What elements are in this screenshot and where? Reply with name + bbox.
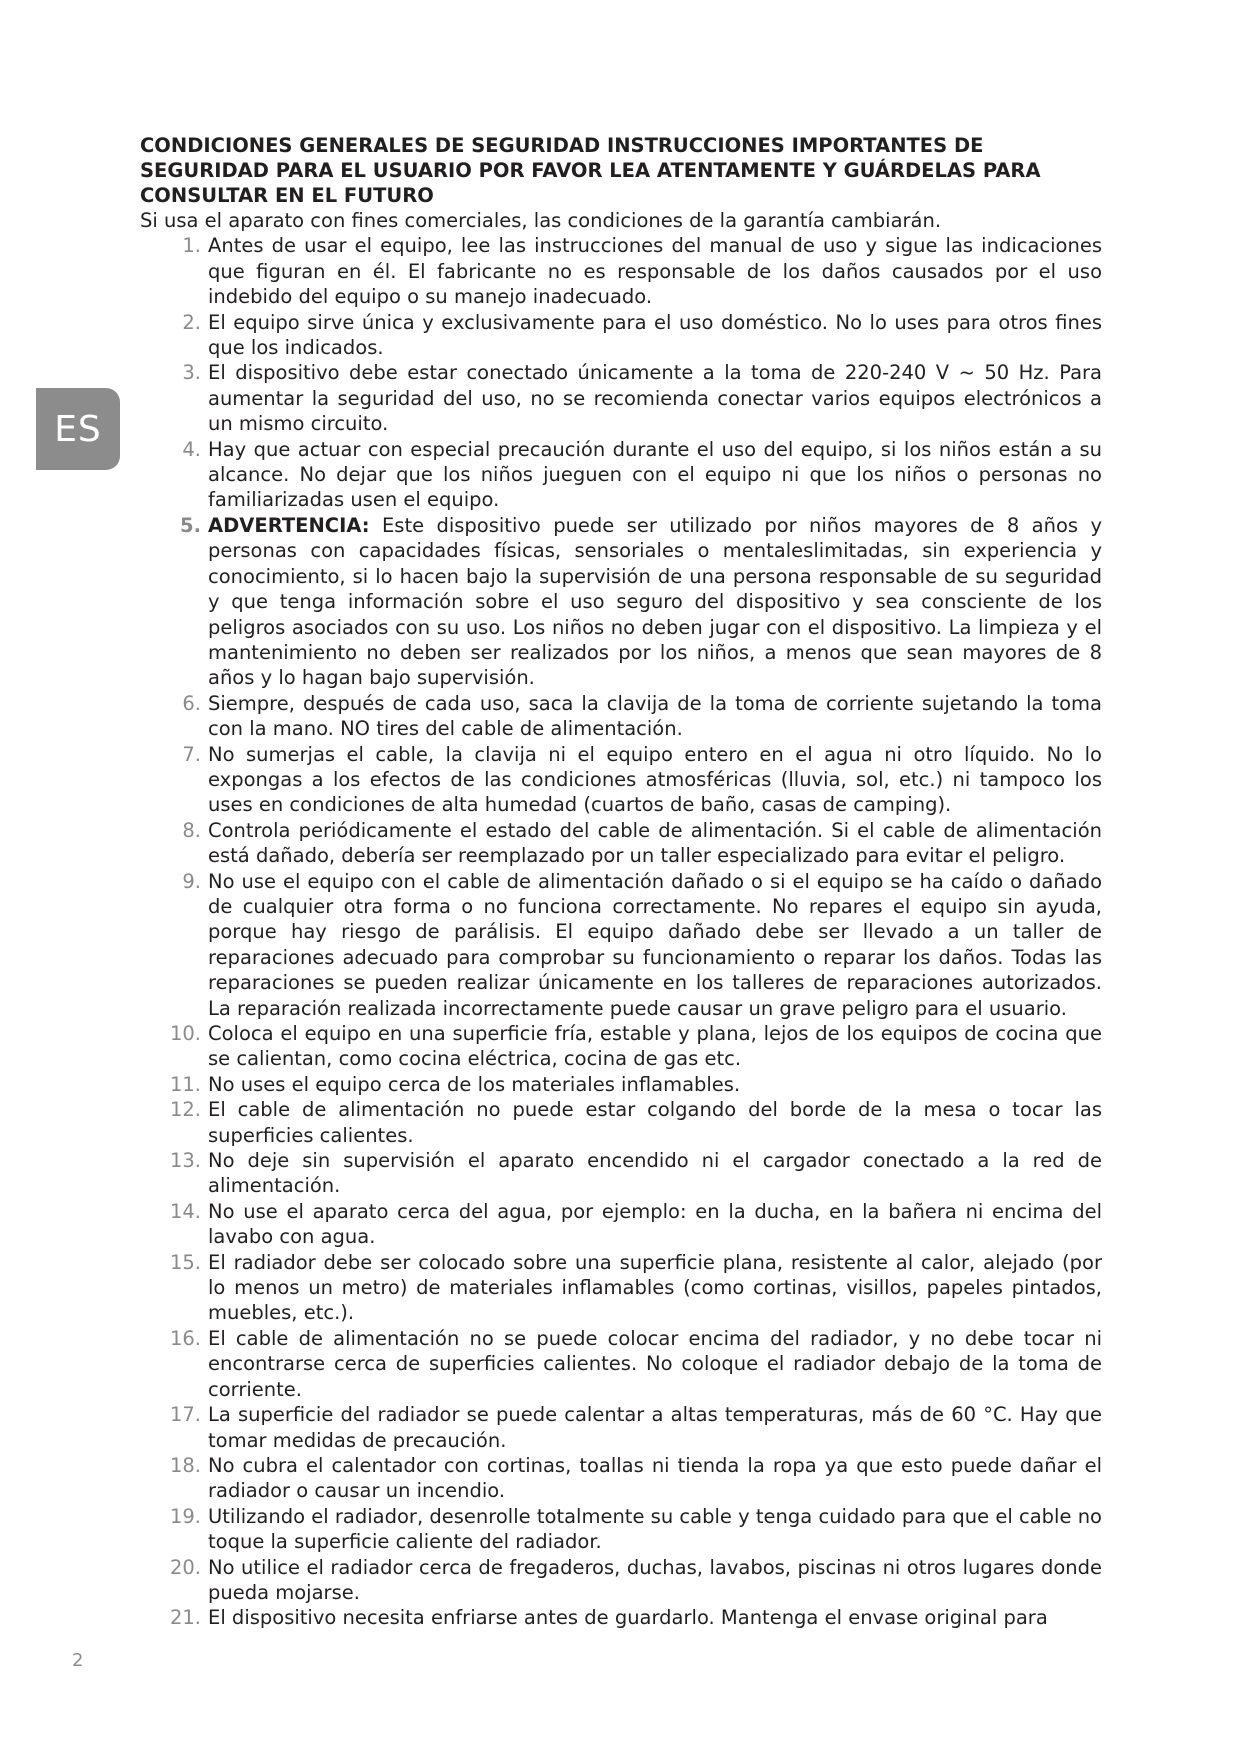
- item-text: No use el equipo con el cable de alimentación dañado o si el equipo se ha caído o dañado de cualquier otra forma o no funciona correctamente. No repares el equipo sin ayuda, porque hay riesgo de parálisis. El equipo dañado debe ser llevado a un taller de reparaciones adecuado para comprobar su funcionamiento o reparar los daños. Todas las reparaciones se pueden realizar únicamente en los talleres de reparaciones autorizados. La reparación realizada incorrectamente puede causar un grave peligro para el usuario.: [208, 869, 1102, 1020]
- item-text: Antes de usar el equipo, lee las instrucciones del manual de uso y sigue las indicaciones que figuran en él. El fabricante no es responsable de los daños causados por el uso indebido del equipo o su manejo inadecuado.: [208, 234, 1102, 309]
- list-item: [140, 1453, 1102, 1504]
- list-item: [140, 742, 1102, 818]
- language-tab: ES: [36, 388, 120, 470]
- item-text: Controla periódicamente el estado del cable de alimentación. Si el cable de alimentación está dañado, debería ser reemplazado por un taller especializado para evitar el peligro.: [208, 818, 1102, 868]
- item-text: No use el aparato cerca del agua, por ejemplo: en la ducha, en la bañera ni encima del lavabo con agua.: [208, 1199, 1102, 1249]
- item-text: El radiador debe ser colocado sobre una superficie plana, resistente al calor, alejado (por lo menos un metro) de materiales inflamables (como cortinas, visillos, papeles pintados, muebles, etc.).: [208, 1250, 1102, 1325]
- item-number: 6.: [182, 691, 201, 715]
- safety-rules-list: [140, 233, 1102, 1630]
- item-number: 3.: [182, 361, 201, 385]
- item-number: 18.: [169, 1453, 201, 1477]
- item-number: 9.: [182, 869, 201, 893]
- item-number: 14.: [169, 1199, 201, 1223]
- list-item: [140, 1605, 1102, 1630]
- item-number: 7.: [182, 742, 201, 766]
- item-number: 17.: [169, 1403, 201, 1427]
- list-item: [140, 360, 1102, 436]
- item-text: Coloca el equipo en una superficie fría, estable y plana, lejos de los equipos de cocina que se calientan, como cocina eléctrica, cocina de gas etc.: [208, 1022, 1102, 1071]
- list-item: [140, 869, 1102, 1021]
- item-number: 20.: [169, 1555, 201, 1579]
- item-number: 15.: [169, 1250, 201, 1274]
- list-item: [140, 1504, 1102, 1555]
- list-item: [140, 310, 1102, 361]
- item-number: 5.: [180, 513, 201, 537]
- item-text: No deje sin supervisión el aparato encendido ni el cargador conectado a la red de alimentación.: [208, 1149, 1102, 1198]
- item-text: Hay que actuar con especial precaución durante el uso del equipo, si los niños están a su alcance. No dejar que los niños jueguen con el equipo ni que los niños o personas no familiarizadas usen el equipo.: [208, 437, 1102, 512]
- item-text: No cubra el calentador con cortinas, toallas ni tienda la ropa ya que esto puede dañar el radiador o causar un incendio.: [208, 1453, 1102, 1503]
- item-number: 13.: [169, 1149, 201, 1173]
- item-text: El dispositivo necesita enfriarse antes de guardarlo. Mantenga el envase original para: [208, 1606, 1048, 1630]
- item-text: Siempre, después de cada uso, saca la clavija de la toma de corriente sujetando la toma con la mano. NO tires del cable de alimentación.: [208, 691, 1102, 741]
- item-number: 4.: [182, 437, 201, 461]
- document-body: [140, 133, 1102, 1631]
- item-text: El equipo sirve única y exclusivamente para el uso doméstico. No lo uses para otros fines que los indicados.: [208, 310, 1102, 360]
- item-text: No sumerjas el cable, la clavija ni el equipo entero en el agua ni otro líquido. No lo expongas a los efectos de las condiciones atmosféricas (lluvia, sol, etc.) ni tampoco los uses en condiciones de alta humedad (cuartos de baño, casas de camping).: [208, 742, 1102, 817]
- list-item: [140, 1326, 1102, 1402]
- item-number: 16.: [169, 1326, 201, 1350]
- item-number: 19.: [169, 1504, 201, 1528]
- item-text: El cable de alimentación no puede estar colgando del borde de la mesa o tocar las superficies calientes.: [208, 1098, 1102, 1147]
- list-item: [140, 818, 1102, 869]
- item-text: Este dispositivo puede ser utilizado por niños mayores de 8 años y personas con capacidades físicas, sensoriales o mentaleslimitadas, sin experiencia y conocimiento, si lo hacen bajo la supervisión de una persona responsable de su seguridad y que tenga información sobre el uso seguro del dispositivo y sea consciente de los peligros asociados con su uso. Los niños no deben jugar con el dispositivo. La limpieza y el mantenimiento no deben ser realizados por los niños, a menos que sean mayores de 8 años y lo hagan bajo supervisión.: [208, 513, 1102, 690]
- warning-label: ADVERTENCIA:: [208, 513, 370, 537]
- page-number: 2: [72, 1650, 84, 1671]
- item-number: 12.: [169, 1098, 201, 1122]
- list-item: [140, 233, 1102, 309]
- list-item: [140, 1021, 1102, 1072]
- item-number: 11.: [169, 1072, 201, 1096]
- item-text: La superficie del radiador se puede calentar a altas temperaturas, más de 60 °C. Hay que tomar medidas de precaución.: [208, 1403, 1102, 1452]
- list-item: [140, 691, 1102, 742]
- list-item: [140, 1199, 1102, 1250]
- safety-heading: CONDICIONES GENERALES DE SEGURIDAD INSTRUCCIONES IMPORTANTES DE SEGURIDAD PARA EL USUARIO POR FAVOR LEA ATENTAMENTE Y GUÁRDELAS PARA CONSULTAR EN EL FUTURO: [140, 134, 1041, 207]
- item-text: El cable de alimentación no se puede colocar encima del radiador, y no debe tocar ni encontrarse cerca de superficies calientes. No coloque el radiador debajo de la toma de corriente.: [208, 1326, 1102, 1401]
- intro-text: Si usa el aparato con fines comerciales, las condiciones de la garantía cambiarán.: [140, 209, 942, 232]
- item-number: 2.: [182, 310, 201, 334]
- item-text: El dispositivo debe estar conectado únicamente a la toma de 220-240 V ~ 50 Hz. Para aumentar la seguridad del uso, no se recomienda conectar varios equipos electrónicos a un mismo circuito.: [208, 361, 1102, 436]
- item-number: 10.: [169, 1022, 201, 1045]
- item-text: Utilizando el radiador, desenrolle totalmente su cable y tenga cuidado para que el cable no toque la superficie caliente del radiador.: [208, 1504, 1102, 1554]
- item-number: 8.: [182, 818, 201, 842]
- list-item: [140, 1250, 1102, 1326]
- list-item: [140, 1148, 1102, 1199]
- item-text: No uses el equipo cerca de los materiales inflamables.: [208, 1072, 741, 1096]
- item-number: 1.: [182, 234, 201, 258]
- list-item: [140, 1097, 1102, 1148]
- list-item: [140, 1072, 1102, 1097]
- list-item: [140, 1555, 1102, 1606]
- list-item: [140, 1402, 1102, 1453]
- item-text: No utilice el radiador cerca de fregaderos, duchas, lavabos, piscinas ni otros lugares donde pueda mojarse.: [208, 1555, 1102, 1604]
- list-item: [140, 437, 1102, 513]
- item-number: 21.: [169, 1606, 201, 1630]
- list-item-warning: [140, 513, 1102, 691]
